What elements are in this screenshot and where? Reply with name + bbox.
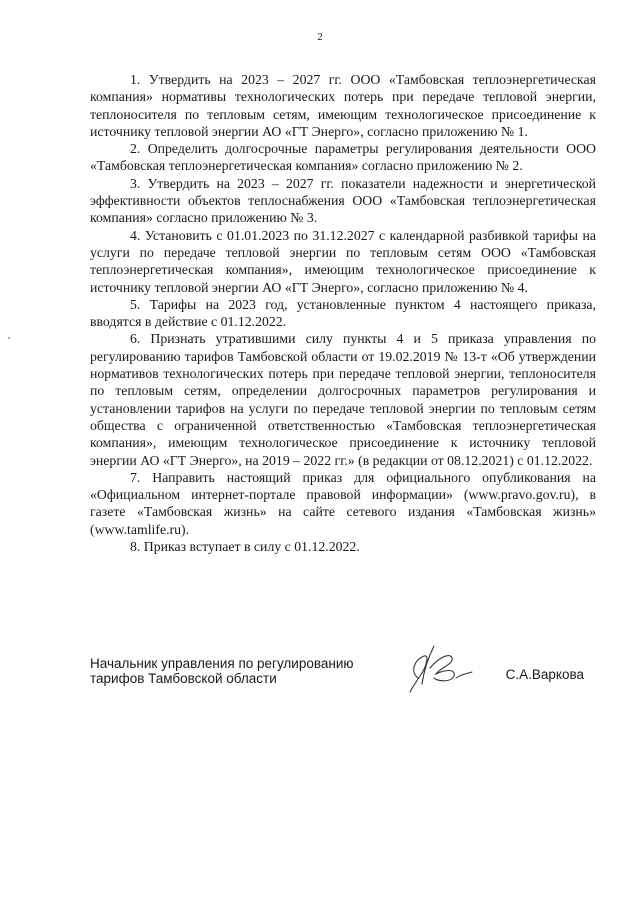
page-number: 2 [317,31,323,43]
signer-position-line-1: Начальник управления по регулированию [90,656,354,671]
handwritten-signature [400,638,480,696]
signer-position [90,656,390,686]
signer-position-line-2: тарифов Тамбовской области [90,671,277,686]
paragraph-2: 2. Определить долгосрочные параметры регулирования деятельности ООО «Тамбовская теплоэнергетическая компания» согласно приложению № 2. [90,141,596,174]
signature-block [90,656,596,696]
paragraph-6: 6. Признать утратившими силу пункты 4 и 5 приказа управления по регулированию тарифов Тамбовской области от 19.02.2019 № 13-т «Об утверждении нормативов технологических потерь при передаче тепловой энергии, теплоносителя по тепловым сетям, определении долгосрочных параметров регулирования и установлении тарифов на услуги по передаче тепловой энергии по тепловым сетям общества с ограниченной ответственностью «Тамбовская теплоэнергетическая компания», имеющим технологическое присоединение к источнику тепловой энергии АО «ГТ Энерго», на 2019 – 2022 гг.» (в редакции от 08.12.2021) с 01.12.2022. [90,331,596,468]
paragraph-1: 1. Утвердить на 2023 – 2027 гг. ООО «Тамбовская теплоэнергетическая компания» нормативы технологических потерь при передаче тепловой энергии, теплоносителя по тепловым сетям, имеющим технологическое присоединение к источнику тепловой энергии АО «ГТ Энерго», согласно приложению № 1. [90,72,596,139]
paragraph-4: 4. Установить с 01.01.2023 по 31.12.2027 с календарной разбивкой тарифы на услуги по передаче тепловой энергии по тепловым сетям ООО «Тамбовская теплоэнергетическая компания», имеющим технологическое присоединение к источнику тепловой энергии АО «ГТ Энерго», согласно приложению № 4. [90,227,596,295]
paragraph-8: 8. Приказ вступает в силу с 01.12.2022. [130,539,360,555]
paragraph-5: 5. Тарифы на 2023 год, установленные пунктом 4 настоящего приказа, вводятся в действие с 01.12.2022. [90,296,596,330]
scan-artifact-dot [8,337,10,339]
paragraph-3: 3. Утвердить на 2023 – 2027 гг. показатели надежности и энергетической эффективности объектов теплоснабжения ООО «Тамбовская теплоэнергетическая компания» согласно приложению № 3. [90,175,596,226]
signer-name: С.А.Варкова [505,667,584,682]
document-body [90,71,596,555]
paragraph-7: 7. Направить настоящий приказ для официального опубликования на «Официальном интернет-портале правовой информации» (www.pravo.gov.ru), в газете «Тамбовская жизнь» на сайте сетевого издания «Тамбовская жизнь» (www.tamlife.ru). [90,469,596,537]
